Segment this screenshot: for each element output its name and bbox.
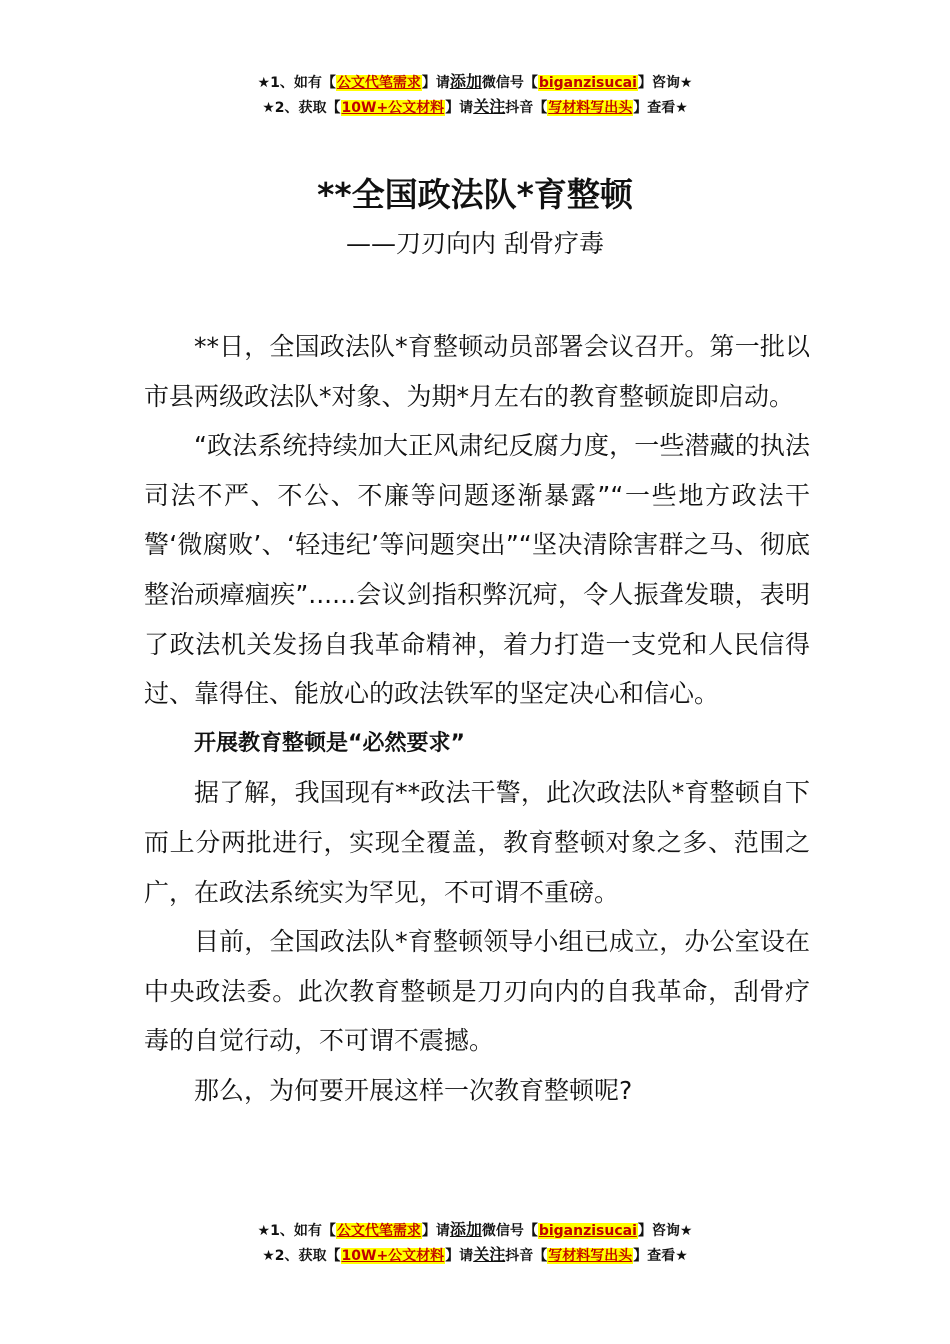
paragraph: 据了解，我国现有**政法干警，此次政法队*育整顿自下而上分两批进行，实现全覆盖，教育整顿对象之多、范围之广，在政法系统实为罕见，不可谓不重磅。 [144, 778, 810, 907]
banner-highlight: 公文代笔需求 [336, 75, 421, 91]
banner-text: ★2、获取【 [262, 100, 341, 116]
banner-underline: 关注 [473, 1245, 506, 1264]
banner-text: 】查看★ [633, 1248, 688, 1264]
section-heading: 开展教育整顿是“必然要求” [194, 730, 465, 756]
banner-text: 】请 [421, 1223, 450, 1239]
banner-text: 】请 [445, 1248, 474, 1264]
banner-text: 抖音【 [505, 1248, 548, 1264]
banner-highlight: 公文代笔需求 [336, 1223, 421, 1239]
banner-text: 】请 [445, 100, 474, 116]
banner-underline: 关注 [473, 97, 506, 116]
banner-highlight: biganzisucai [538, 75, 637, 91]
paragraph: 目前，全国政法队*育整顿领导小组已成立，办公室设在中央政法委。此次教育整顿是刀刃向内的自我革命，刮骨疗毒的自觉行动，不可谓不震撼。 [144, 927, 810, 1056]
banner-underline: 添加 [449, 1220, 482, 1239]
banner-text: 】咨询★ [637, 75, 693, 91]
banner-line-1 [0, 70, 950, 95]
banner-line-1 [0, 1218, 950, 1243]
document-body [144, 322, 810, 1116]
banner-text: 】请 [421, 75, 450, 91]
banner-text: 微信号【 [481, 1223, 538, 1239]
banner-highlight: 写材料写出头 [548, 1248, 633, 1264]
document-subtitle: ——刀刃向内 刮骨疗毒 [346, 229, 604, 258]
banner-text: 】咨询★ [637, 1223, 693, 1239]
banner-text: ★1、如有【 [257, 1223, 336, 1239]
banner-underline: 添加 [449, 72, 482, 91]
banner-text: 微信号【 [481, 75, 538, 91]
paragraph: “政法系统持续加大正风肃纪反腐力度，一些潜藏的执法司法不严、不公、不廉等问题逐渐暴露”“一些地方政法干警‘微腐败’、‘轻违纪’等问题突出”“坚决清除害群之马、彻底整治顽瘴痼疾”......会议剑指积弊沉疴，令人振聋发聩，表明了政法机关发扬自我革命精神，着力打造一支党和人民信得过、靠得住、能放心的政法铁军的坚定决心和信心。 [144, 431, 810, 709]
banner-text: ★1、如有【 [257, 75, 336, 91]
paragraph: **日，全国政法队*育整顿动员部署会议召开。第一批以市县两级政法队*对象、为期*月左右的教育整顿旋即启动。 [144, 332, 810, 411]
document-title: **全国政法队*育整顿 [317, 175, 633, 214]
banner-line-2 [0, 1243, 950, 1268]
banner-highlight: biganzisucai [538, 1223, 637, 1239]
footer-banner [0, 1218, 950, 1268]
banner-highlight: 10W+公文材料 [341, 1248, 445, 1264]
banner-line-2 [0, 95, 950, 120]
banner-text: 抖音【 [505, 100, 548, 116]
header-banner [0, 70, 950, 120]
banner-text: 】查看★ [633, 100, 688, 116]
banner-highlight: 写材料写出头 [548, 100, 633, 116]
banner-highlight: 10W+公文材料 [341, 100, 445, 116]
paragraph: 那么，为何要开展这样一次教育整顿呢? [194, 1075, 633, 1105]
banner-text: ★2、获取【 [262, 1248, 341, 1264]
